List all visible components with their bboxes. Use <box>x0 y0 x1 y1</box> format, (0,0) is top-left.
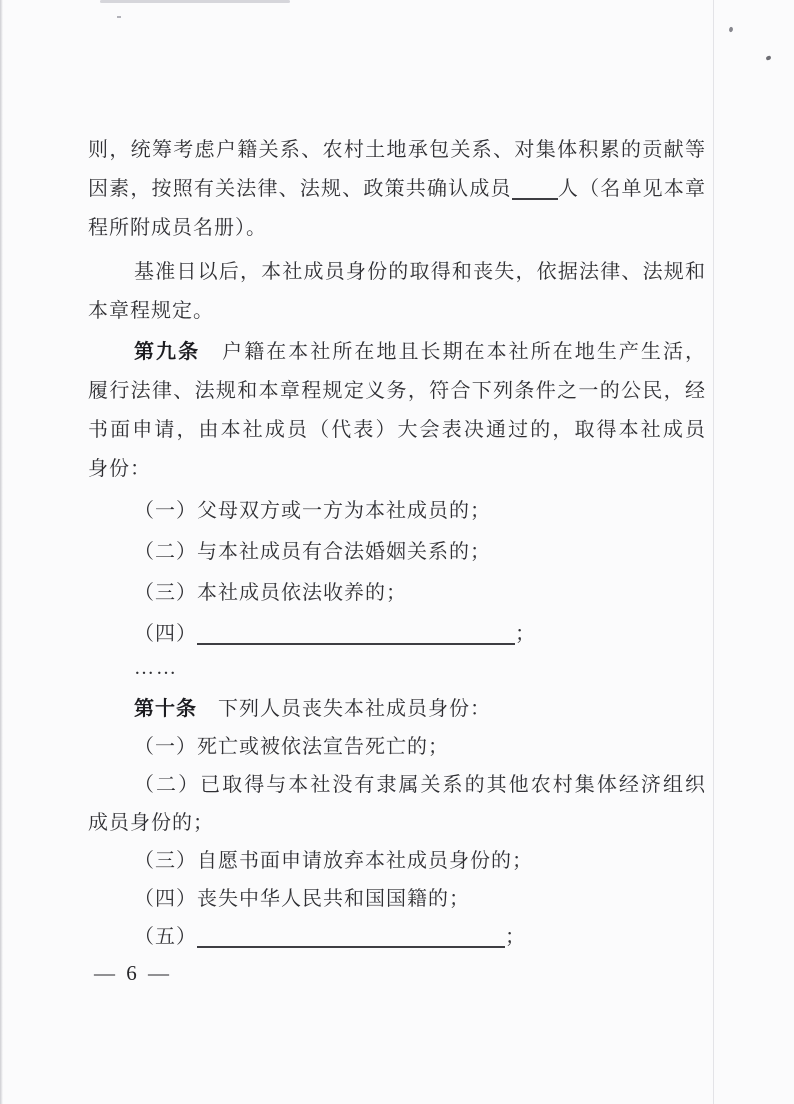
article-10-item-3: （三）自愿书面申请放弃本社成员身份的； <box>134 850 533 872</box>
article-10-item-4: （四）丧失中华人民共和国国籍的； <box>134 888 470 910</box>
article-9-item-3: （三）本社成员依法收养的； <box>134 582 407 604</box>
item-5-label: （五） <box>134 926 197 948</box>
item-4-semicolon: ； <box>515 623 536 645</box>
text-line-with-blank <box>88 170 706 209</box>
paragraph-member-confirmation <box>88 131 706 248</box>
fill-in-blank-item-4 <box>197 625 515 645</box>
article-10-item-1: （一）死亡或被依法宣告死亡的； <box>134 736 449 758</box>
item-4-label: （四） <box>134 623 197 645</box>
article-9-item-1: （一）父母双方或一方为本社成员的； <box>134 500 491 522</box>
scan-edge-shadow <box>0 0 3 1104</box>
article-9-number: 第九条 <box>134 341 201 363</box>
text-line: 则，统筹考虑户籍关系、农村土地承包关系、对集体积累的贡献等 <box>88 139 706 161</box>
paragraph-article-9 <box>88 333 706 489</box>
fill-in-blank-member-count <box>512 180 558 200</box>
text-segment: 因素，按照有关法律、法规、政策共确认成员 <box>88 178 512 200</box>
text-line: 程所附成员名册）。 <box>88 217 267 239</box>
paragraph-base-date <box>88 253 706 331</box>
fill-in-blank-item-5 <box>197 928 505 948</box>
text-line: 本章程规定。 <box>88 300 214 322</box>
scan-artifact-speck <box>765 55 771 60</box>
scan-artifact-speck <box>117 16 121 18</box>
ellipsis-line: …… <box>134 657 178 679</box>
article-10-item-5 <box>88 918 706 956</box>
text-segment: 户籍在本社所在地且长期在本社所在地生产生活， <box>221 341 707 363</box>
item-5-semicolon: ； <box>505 926 526 948</box>
text-line: 身份： <box>88 458 151 480</box>
text-line: 成员身份的； <box>88 812 214 834</box>
text-line: 书面申请，由本社成员（代表）大会表决通过的，取得本社成员 <box>88 419 706 441</box>
article-10-heading <box>88 690 706 728</box>
text-line-article-9-heading <box>88 333 706 372</box>
scan-artifact-vertical-line <box>713 0 714 1104</box>
text-segment: 下列人员丧失本社成员身份： <box>218 698 491 720</box>
text-line: （二）已取得与本社没有隶属关系的其他农村集体经济组织 <box>134 774 706 796</box>
text-line: 履行法律、法规和本章程规定义务，符合下列条件之一的公民，经 <box>88 380 706 402</box>
page-number: — 6 — <box>94 961 172 985</box>
article-9-item-2: （二）与本社成员有合法婚姻关系的； <box>134 541 491 563</box>
scan-artifact-speck <box>728 26 734 32</box>
article-10-number: 第十条 <box>134 698 197 720</box>
text-line: 基准日以后，本社成员身份的取得和丧失，依据法律、法规和 <box>134 261 706 283</box>
scan-artifact-top-smudge <box>100 0 290 3</box>
text-segment: 人（名单见本章 <box>557 178 707 200</box>
article-10-item-2 <box>88 766 706 842</box>
document-body-text <box>88 131 706 956</box>
article-9-item-4 <box>88 615 706 654</box>
